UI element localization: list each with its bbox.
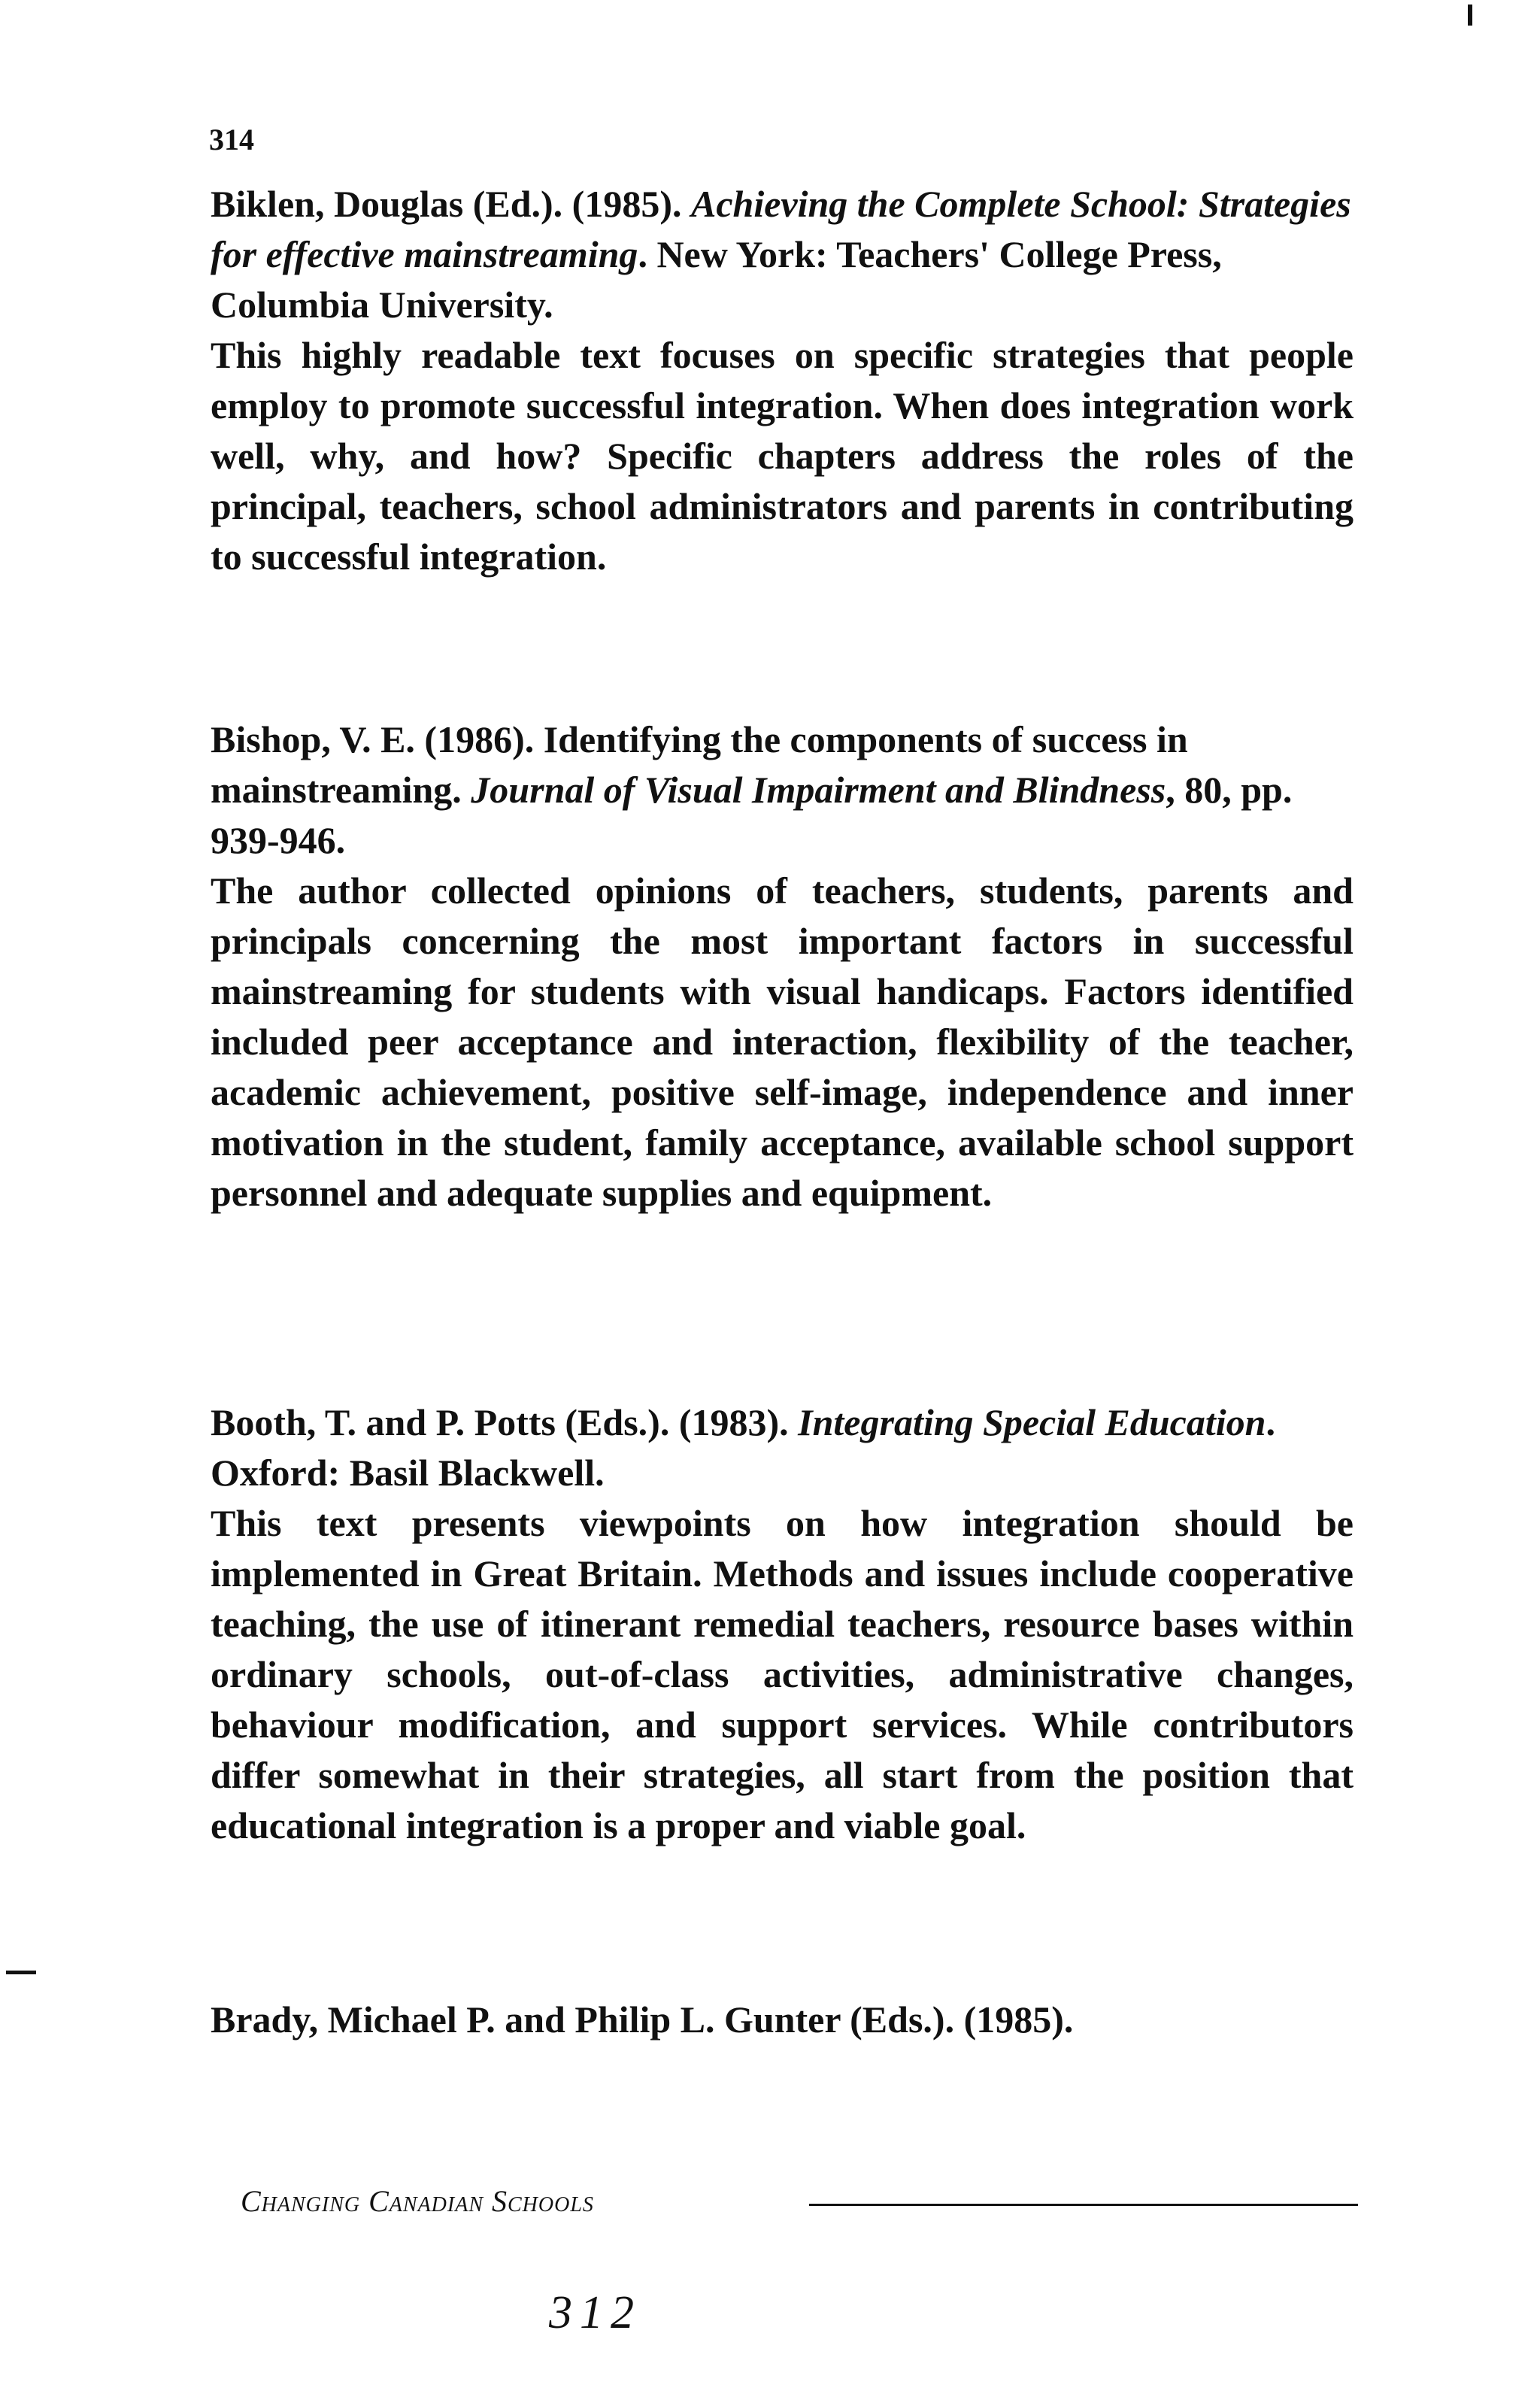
margin-mark [6, 1971, 36, 1974]
annotation: This highly readable text focuses on specific strategies that people employ to promote successful integration. When does integration work well, why, and how? Specific chapters address the roles of the principal, teachers, school administrators and parents in contributing to successful integration. [211, 334, 1354, 578]
citation-title: Journal of Visual Impairment and Blindness [471, 769, 1166, 811]
bibliography-entry [211, 715, 1354, 1218]
bibliography-entry [211, 1995, 1354, 2045]
citation [211, 179, 1354, 330]
citation: Brady, Michael P. and Philip L. Gunter (Eds.). (1985). [211, 1998, 1074, 2041]
citation [211, 1397, 1354, 1498]
citation-author: Biklen, Douglas (Ed.). (1985). [211, 183, 691, 225]
footer-rule [809, 2204, 1358, 2206]
annotation: The author collected opinions of teachers, students, parents and principals concerning the most important factors in successful mainstreaming for students with visual handicaps. Factors identified included peer acceptance and interaction, flexibility of the teacher, academic achievement, positive self-image, independence and inner motivation in the student, family acceptance, available school support personnel and adequate supplies and equipment. [211, 869, 1354, 1214]
running-footer-title: Changing Canadian Schools [241, 2184, 594, 2218]
bibliography-entry [211, 179, 1354, 582]
bibliography-entry [211, 1397, 1354, 1851]
citation-publisher: . Oxford: Basil Blackwell. [211, 1401, 1275, 1494]
citation-publisher: . New York: Teachers' College Press, Columbia University. [211, 233, 1222, 326]
scan-mark [1468, 5, 1472, 26]
citation-author: Booth, T. and P. Potts (Eds.). (1983). [211, 1401, 799, 1443]
page-number: 314 [209, 123, 254, 156]
citation-author: Bishop, V. E. (1986). Identifying the components of success in mainstreaming. [211, 718, 1188, 811]
citation [211, 715, 1354, 866]
citation-title: Integrating Special Education [798, 1401, 1266, 1443]
annotation: This text presents viewpoints on how integration should be implemented in Great Britain. Methods and issues include cooperative teaching, the use of itinerant remedial teachers, resource bases within ordinary schools, out-of-class activities, administrative changes, behaviour modification, and support services. While contributors differ somewhat in their strategies, all start from the position that educational integration is a proper and viable goal. [211, 1502, 1354, 1846]
citation-title: Achieving the Complete School: Strategies for effective mainstreaming [211, 183, 1351, 275]
citation-publisher: , 80, pp. 939-946. [211, 769, 1293, 861]
folio-number: 312 [549, 2287, 641, 2338]
